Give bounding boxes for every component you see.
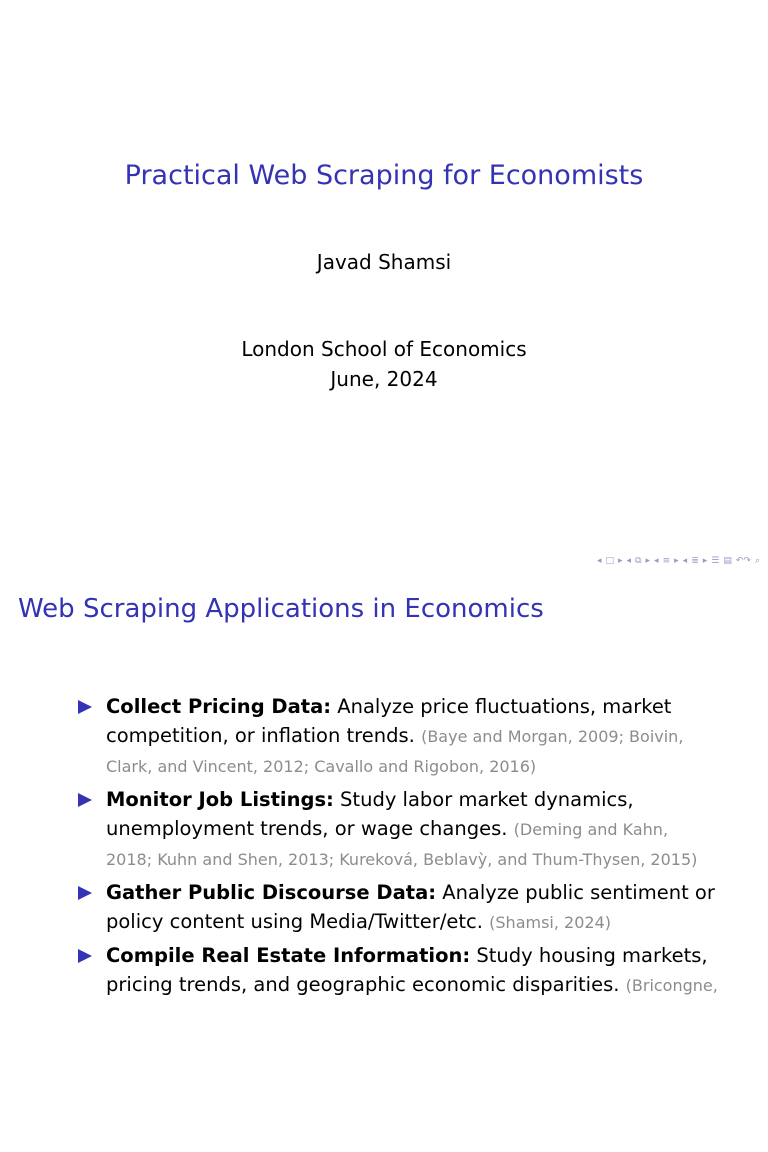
triangle-bullet-icon — [78, 886, 92, 900]
item-citation[interactable]: (Bricongne, — [625, 976, 718, 995]
presentation-title: Practical Web Scraping for Economists — [124, 160, 644, 191]
subsubsection-icon[interactable]: ≣ — [691, 556, 699, 566]
item-heading: Monitor Job Listings: — [106, 788, 334, 811]
list-item — [78, 878, 718, 937]
item-heading: Gather Public Discourse Data: — [106, 881, 437, 904]
search-icon[interactable]: ⌕ — [754, 556, 760, 566]
item-heading: Compile Real Estate Information: — [106, 944, 471, 967]
institute-name: London School of Economics — [241, 337, 527, 361]
item-citation[interactable]: (Shamsi, 2024) — [489, 913, 611, 932]
item-text: Study housing markets, pricing trends, and geographic economic disparities. — [106, 944, 708, 996]
subsection-next-icon[interactable]: ▸ — [645, 556, 651, 566]
item-heading: Collect Pricing Data: — [106, 695, 332, 718]
frame-title: Web Scraping Applications in Economics — [18, 594, 544, 624]
item-text: Analyze price fluctuations, market competition, or inflation trends. — [106, 695, 672, 747]
item-text: Study labor market dynamics, unemployment trends, or wage changes. — [106, 788, 634, 840]
section-icon[interactable]: ≡ — [662, 556, 671, 566]
frame-icon[interactable]: □ — [605, 556, 615, 566]
subsubsection-next-icon[interactable]: ▸ — [702, 556, 708, 566]
applications-list — [78, 692, 718, 1004]
triangle-bullet-icon — [78, 793, 92, 807]
subsection-prev-icon[interactable]: ◂ — [626, 556, 632, 566]
beamer-navigation-bar — [597, 556, 760, 566]
subsubsection-prev-icon[interactable]: ◂ — [682, 556, 688, 566]
triangle-bullet-icon — [78, 949, 92, 963]
back-forward-icon[interactable]: ↶↷ — [735, 556, 751, 566]
section-prev-icon[interactable]: ◂ — [654, 556, 659, 566]
presentation-date: June, 2024 — [330, 367, 438, 391]
triangle-bullet-icon — [78, 700, 92, 714]
item-citation[interactable]: (Baye and Morgan, 2009; Boivin, Clark, and Vincent, 2012; Cavallo and Rigobon, 2016) — [106, 727, 684, 776]
item-text: Analyze public sentiment or policy content using Media/Twitter/etc. — [106, 881, 715, 933]
list-item — [78, 692, 718, 781]
appendix-icon[interactable]: ▤ — [723, 556, 732, 566]
frame-prev-icon[interactable]: ◂ — [596, 556, 602, 566]
subsection-icon[interactable]: ⧉ — [635, 556, 642, 566]
document-icon[interactable]: ☰ — [711, 556, 720, 566]
frame-next-icon[interactable]: ▸ — [618, 556, 623, 566]
list-item — [78, 941, 718, 1000]
item-citation[interactable]: (Deming and Kahn, 2018; Kuhn and Shen, 2013; Kureková, Beblavỳ, and Thum-Thysen, 2015) — [106, 820, 698, 869]
author-name: Javad Shamsi — [316, 250, 452, 274]
list-item — [78, 785, 718, 874]
section-next-icon[interactable]: ▸ — [674, 556, 679, 566]
content-slide — [0, 576, 768, 1152]
